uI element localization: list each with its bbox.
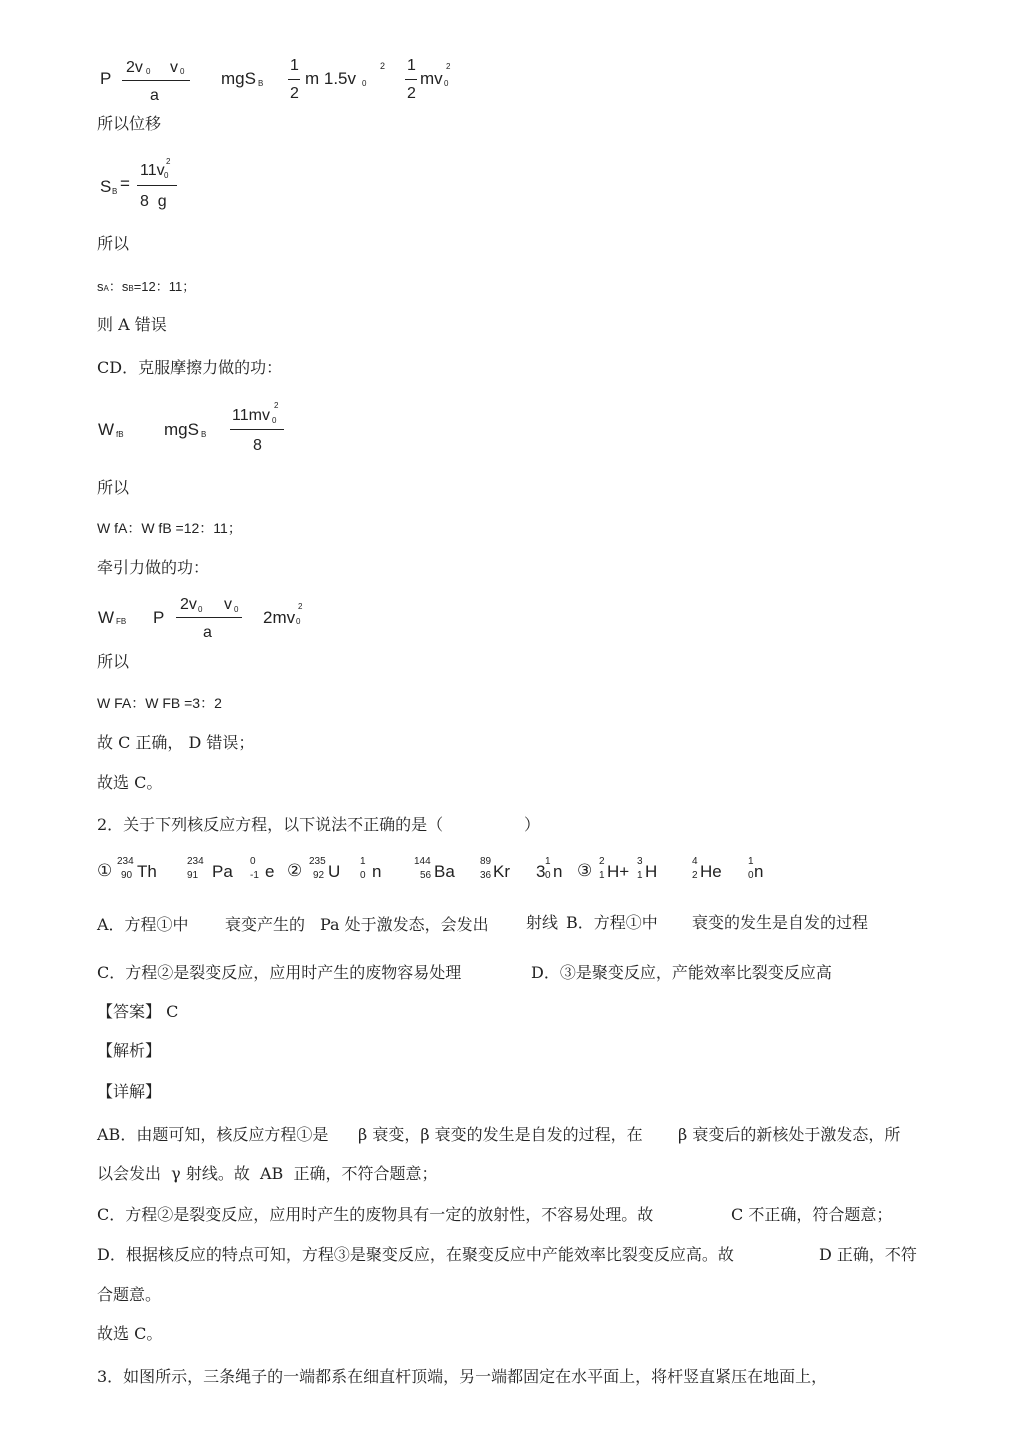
text-cd: CD．克服摩擦力做的功： <box>97 358 283 377</box>
ratio-wf: W fA：W fB =12：11； <box>97 520 242 536</box>
formula-sub: 0 <box>198 605 203 614</box>
formula-S: S <box>100 177 112 196</box>
nuclide-e-symbol: e <box>265 862 275 881</box>
formula-mgS: mgS <box>221 69 256 88</box>
q2-stem: 2．关于下列核反应方程，以下说法不正确的是（ <box>97 815 444 834</box>
nuclide-n-symbol: n <box>553 862 563 881</box>
formula-sub: B <box>112 187 118 196</box>
formula-square: 2 <box>446 62 451 71</box>
formula-sub: B <box>201 430 207 439</box>
formula-square: 2 <box>298 602 303 611</box>
text-a-wrong: 则 A 错误 <box>97 315 167 334</box>
circle-3: ③ <box>577 861 593 881</box>
nuclide-h2-symbol: H+ <box>607 862 630 881</box>
text-suoyi: 所以 <box>97 234 130 253</box>
q2-d-explain-3: 合题意。 <box>97 1285 162 1304</box>
formula-sub: 0 <box>272 416 277 425</box>
formula-P: P <box>100 69 112 88</box>
formula-num: 11mv <box>232 407 270 424</box>
formula-sub: 0 <box>296 617 301 626</box>
formula-eq: = <box>120 174 130 193</box>
text-c-right: 故 C 正确， D 错误； <box>97 733 255 752</box>
formula-half-num: 1 <box>407 57 416 74</box>
formula-sub: 0 <box>444 79 449 88</box>
q2-ab-explain-4: 以会发出 γ 射线。故 AB 正确，不符合题意； <box>97 1164 438 1183</box>
q2-analysis: 【解析】 <box>97 1041 162 1060</box>
formula-num: 11v <box>140 162 165 179</box>
formula-num: 2v <box>180 596 197 613</box>
formula-num-2v: 2v <box>126 59 143 76</box>
formula-half-den: 2 <box>290 85 299 102</box>
text-displacement: 所以位移 <box>97 114 162 133</box>
circle-1: ① <box>97 861 113 881</box>
nuclide-he-symbol: He <box>700 862 722 881</box>
formula-den: a <box>203 624 212 641</box>
nuclide-ba-symbol: Ba <box>434 862 455 881</box>
q2-ab-explain-2: β 衰变，β 衰变的发生是自发的过程，在 <box>358 1125 643 1144</box>
q2-c-explain-1: C．方程②是裂变反应，应用时产生的废物具有一定的放射性，不容易处理。故 <box>97 1205 654 1224</box>
q2-d-explain-1: D．根据核反应的特点可知，方程③是聚变反应，在聚变反应中产能效率比裂变反应高。故 <box>97 1245 734 1264</box>
nuclide-th-symbol: Th <box>137 862 157 881</box>
formula-P: P <box>153 608 165 627</box>
q2-ab-explain-1: AB．由题可知，核反应方程①是 <box>97 1125 329 1144</box>
q2-paren-close: ） <box>524 815 541 834</box>
neutron-coefficient: 3 <box>536 862 546 881</box>
formula-den: 8 g <box>140 193 167 210</box>
text-traction: 牵引力做的功： <box>97 558 210 577</box>
q3-stem: 3．如图所示，三条绳子的一端都系在细直杆顶端，另一端都固定在水平面上，将杆竖直紧压在地面上， <box>97 1367 828 1386</box>
formula-W: W <box>98 420 115 439</box>
q2-choose: 故选 C。 <box>97 1324 163 1343</box>
formula-sub: fB <box>116 430 124 439</box>
fraction-bar <box>230 429 284 430</box>
q2-c-explain-2: C 不正确，符合题意； <box>731 1205 893 1224</box>
formula-mgS: mgS <box>164 420 199 439</box>
formula-square: 2 <box>380 61 386 71</box>
formula-sub: 0 <box>234 605 239 614</box>
formula-W: W <box>98 608 115 627</box>
q2-option-c[interactable]: C．方程②是裂变反应，应用时产生的废物容易处理 <box>97 963 462 982</box>
fraction-bar <box>288 79 300 80</box>
nuclide-h3-symbol: H <box>645 862 658 881</box>
fraction-bar <box>405 79 417 80</box>
fraction-bar <box>137 185 177 186</box>
nuclide-kr-symbol: Kr <box>493 862 510 881</box>
q2-answer: 【答案】 C <box>97 1002 179 1021</box>
text-suoyi: 所以 <box>97 478 130 497</box>
formula-half-den: 2 <box>407 85 416 102</box>
q2-option-d[interactable]: D．③是聚变反应，产能效率比裂变反应高 <box>531 963 832 982</box>
formula-square: 2 <box>166 157 171 166</box>
formula-sub: FB <box>116 617 127 626</box>
fraction-bar <box>122 80 190 81</box>
text-choose-c: 故选 C。 <box>97 773 163 792</box>
formula-num-v: v <box>170 59 178 76</box>
text-suoyi: 所以 <box>97 652 130 671</box>
fraction-bar <box>176 617 242 618</box>
formula-num: v <box>224 596 232 613</box>
nuclide-n-symbol: n <box>754 862 764 881</box>
formula-square: 2 <box>274 401 279 410</box>
formula-sub: 0 <box>180 67 185 76</box>
q2-detail: 【详解】 <box>97 1082 162 1101</box>
ratio-wF: W FA：W FB =3：2 <box>97 695 222 711</box>
q2-d-explain-2: D 正确，不符 <box>819 1245 917 1264</box>
formula-sub: 0 <box>164 171 169 180</box>
formula-sub: 0 <box>362 79 367 88</box>
formula-m-1.5v: m 1.5v <box>305 69 357 88</box>
nuclide-n-symbol: n <box>372 862 382 881</box>
formula-sub: 0 <box>146 67 151 76</box>
formula-mv: mv <box>420 69 443 88</box>
formula-sub: B <box>258 79 264 88</box>
formula-den-a: a <box>150 87 159 104</box>
q2-ab-explain-3: β 衰变后的新核处于激发态，所 <box>678 1125 901 1144</box>
nuclide-u-symbol: U <box>328 862 341 881</box>
formula-den: 8 <box>253 437 262 454</box>
formula-rhs: 2mv <box>263 608 296 627</box>
circle-2: ② <box>287 861 303 881</box>
nuclide-pa-symbol: Pa <box>212 862 233 881</box>
ratio-s: sA：sB=12：11； <box>97 279 196 294</box>
formula-half-num: 1 <box>290 57 299 74</box>
